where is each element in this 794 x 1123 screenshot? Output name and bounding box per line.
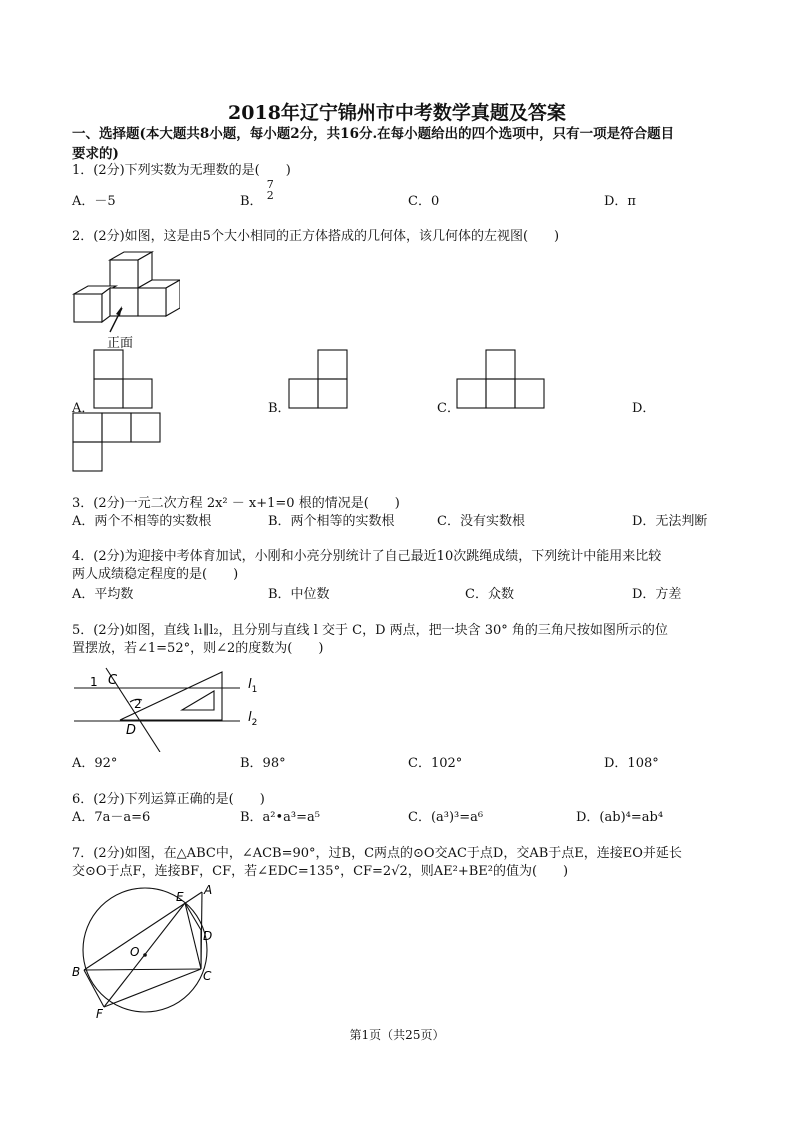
q2-front-label: 正面 <box>107 336 134 351</box>
q7-circle-o <box>83 888 207 1012</box>
q6-option-c: C．(a³)³=a⁶ <box>408 810 484 825</box>
q6-option-d: D．(ab)⁴=ab⁴ <box>576 810 664 825</box>
q7-segment-bf <box>84 970 104 1007</box>
q2-front-cube-1 <box>74 294 102 322</box>
q2-top-cube-front-face <box>110 260 138 288</box>
q3-option-a: A．两个不相等的实数根 <box>72 514 212 529</box>
q7-stem-line1: 7．(2分)如图，在△ABC中，∠ACB=90°，过B，C两点的⊙O交AC于点D，交AB于点E，连接EO并延长 <box>72 846 682 861</box>
q2-option-b: B． <box>268 401 291 416</box>
q7-point-a-label: A <box>204 884 213 897</box>
q4-stem-line2: 两人成绩稳定程度的是( ) <box>72 567 239 582</box>
q5-option-d: D．108° <box>604 756 659 771</box>
q5-triangle-ruler-outer <box>120 672 222 720</box>
q5-angle-1-label: 1 <box>90 675 98 689</box>
q5-option-c: C．102° <box>408 756 463 771</box>
q7-center-dot <box>143 953 147 957</box>
q3-option-b: B．两个相等的实数根 <box>268 514 395 529</box>
q2-stem: 2．(2分)如图，这是由5个大小相同的正方体搭成的几何体，该几何体的左视图( ) <box>72 229 560 244</box>
q5-angle-2-label: 2 <box>134 697 142 711</box>
q1-stem: 1．(2分)下列实数为无理数的是( ) <box>72 163 291 178</box>
section-heading <box>72 124 674 164</box>
q1-option-a: A．－5 <box>72 194 116 209</box>
q1-option-d: D．π <box>604 194 636 209</box>
q5-l2-label: $l_2$ <box>248 710 258 728</box>
q5-stem-line1: 5．(2分)如图，直线 l₁∥l₂，且分别与直线 l 交于 C，D 两点，把一块含 30° 角的三角尺按如图所示的位 <box>72 623 668 638</box>
q5-l1-label: $l_1$ <box>248 677 258 695</box>
q2-option-c: C． <box>437 401 460 416</box>
section-heading-line2: 要求的) <box>72 146 119 162</box>
q2-option-c-figure <box>456 349 548 411</box>
q3-option-c: C．没有实数根 <box>437 514 525 529</box>
q4-option-d: D．方差 <box>632 587 682 602</box>
q6-stem: 6．(2分)下列运算正确的是( ) <box>72 792 265 807</box>
q5-triangle-ruler-inner <box>182 691 214 710</box>
q2-option-b-figure <box>288 349 350 411</box>
q5-option-b: B．98° <box>240 756 286 771</box>
q1-fraction <box>267 179 274 201</box>
q7-segment-ed <box>185 903 201 930</box>
page-title: 2018年辽宁锦州市中考数学真题及答案 <box>228 102 566 124</box>
q4-option-a: A．平均数 <box>72 587 134 602</box>
q4-option-b: B．中位数 <box>268 587 330 602</box>
section-heading-line1: 一、选择题(本大题共8小题，每小题2分，共16分.在每小题给出的四个选项中，只有一项是符合题目 <box>72 126 675 142</box>
q5-figure <box>72 664 272 752</box>
q7-stem-line2: 交⊙O于点F，连接BF，CF，若∠EDC=135°，CF=2√2，则AE²+BE²的值为( ) <box>72 864 569 879</box>
q4-option-c: C．众数 <box>465 587 514 602</box>
q1-fraction-denominator: 2 <box>266 189 274 202</box>
q5-option-a: A．92° <box>72 756 118 771</box>
q7-point-c-label: C <box>203 969 212 983</box>
q2-front-cube-1-side <box>102 288 110 322</box>
page-footer: 第1页（共25页） <box>349 1028 445 1042</box>
q7-point-o-label: O <box>130 945 140 959</box>
q3-option-d: D．无法判断 <box>632 514 708 529</box>
q6-option-b: B．a²•a³=a⁵ <box>240 810 320 825</box>
q2-option-d: D． <box>632 401 656 416</box>
q7-point-e-label: E <box>176 890 184 904</box>
q4-stem-line1: 4．(2分)为迎接中考体育加试，小刚和小亮分别统计了自己最近10次跳绳成绩，下列统计中能用来比较 <box>72 549 662 564</box>
q1-option-b-prefix: B． <box>240 194 263 209</box>
q1-option-b <box>240 178 274 215</box>
q7-point-d-label: D <box>203 929 213 943</box>
q7-point-b-label: B <box>72 965 81 979</box>
q2-middle-cube <box>110 288 138 316</box>
q5-point-c-label: C <box>108 673 118 688</box>
q1-fraction-numerator: 7 <box>266 178 274 191</box>
q7-point-f-label: F <box>96 1007 103 1021</box>
q2-option-a: A． <box>72 401 95 416</box>
q1-option-c: C．0 <box>408 194 440 209</box>
q7-figure <box>72 884 232 1024</box>
q5-stem-line2: 置摆放，若∠1=52°，则∠2的度数为( ) <box>72 641 324 656</box>
q6-option-a: A．7a－a=6 <box>72 810 151 825</box>
q2-right-cube-front-face <box>138 288 166 316</box>
q7-segment-ec <box>185 903 201 969</box>
q5-point-d-label: D <box>126 723 137 738</box>
q7-segment-bc <box>84 969 201 970</box>
q3-stem: 3．(2分)一元二次方程 2x² － x+1=0 根的情况是( ) <box>72 496 400 511</box>
